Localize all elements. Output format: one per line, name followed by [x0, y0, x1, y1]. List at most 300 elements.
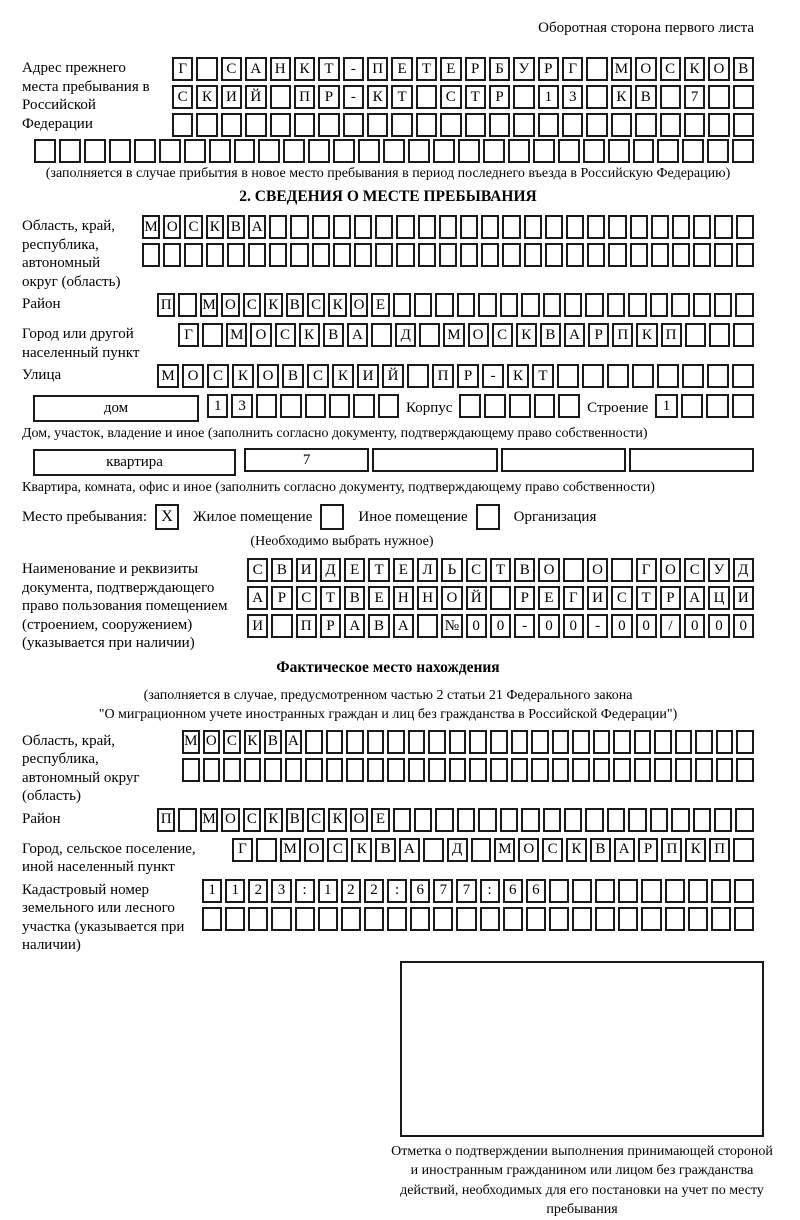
char-cell[interactable]: К — [507, 364, 529, 388]
char-cell[interactable] — [203, 758, 221, 782]
char-cell[interactable] — [353, 394, 374, 418]
char-cell[interactable] — [693, 808, 711, 832]
char-cell[interactable]: О — [441, 586, 462, 610]
char-cell[interactable]: 0 — [466, 614, 487, 638]
char-cell[interactable]: В — [368, 614, 389, 638]
char-cell[interactable]: А — [248, 215, 266, 239]
char-cell[interactable] — [364, 907, 384, 931]
char-cell[interactable]: С — [611, 586, 632, 610]
char-cell[interactable] — [501, 448, 626, 472]
char-cell[interactable] — [650, 808, 668, 832]
char-cell[interactable]: - — [343, 57, 364, 81]
char-cell[interactable] — [283, 139, 305, 163]
char-cell[interactable]: Й — [245, 85, 266, 109]
char-cell[interactable] — [439, 243, 457, 267]
char-cell[interactable] — [549, 907, 569, 931]
char-cell[interactable]: 0 — [611, 614, 632, 638]
char-cell[interactable] — [543, 293, 561, 317]
char-cell[interactable] — [734, 907, 754, 931]
char-cell[interactable] — [502, 215, 520, 239]
char-cell[interactable] — [524, 215, 542, 239]
char-cell[interactable] — [693, 215, 711, 239]
char-cell[interactable] — [258, 139, 280, 163]
char-cell[interactable] — [684, 113, 705, 137]
char-cell[interactable] — [270, 85, 291, 109]
char-cell[interactable] — [354, 215, 372, 239]
char-cell[interactable] — [583, 139, 605, 163]
char-cell[interactable]: В — [282, 364, 304, 388]
char-cell[interactable] — [490, 730, 508, 754]
char-cell[interactable] — [346, 758, 364, 782]
char-cell[interactable] — [566, 243, 584, 267]
char-cell[interactable] — [693, 293, 711, 317]
char-cell[interactable] — [534, 394, 556, 418]
char-cell[interactable] — [484, 394, 506, 418]
char-cell[interactable] — [641, 907, 661, 931]
char-cell[interactable] — [393, 808, 411, 832]
char-cell[interactable] — [109, 139, 131, 163]
char-cell[interactable]: А — [399, 838, 420, 862]
char-cell[interactable]: С — [542, 838, 563, 862]
char-cell[interactable] — [641, 879, 661, 903]
char-cell[interactable]: В — [514, 558, 535, 582]
char-cell[interactable] — [209, 139, 231, 163]
char-cell[interactable] — [378, 394, 399, 418]
char-cell[interactable]: Р — [465, 57, 486, 81]
char-cell[interactable]: Б — [489, 57, 510, 81]
char-cell[interactable] — [346, 730, 364, 754]
char-cell[interactable] — [531, 758, 549, 782]
char-cell[interactable]: 6 — [526, 879, 546, 903]
char-cell[interactable] — [264, 758, 282, 782]
char-cell[interactable]: С — [223, 730, 241, 754]
char-cell[interactable]: С — [243, 293, 261, 317]
char-cell[interactable] — [435, 293, 453, 317]
char-cell[interactable] — [184, 243, 202, 267]
char-cell[interactable] — [634, 730, 652, 754]
char-cell[interactable]: П — [296, 614, 317, 638]
char-cell[interactable] — [538, 113, 559, 137]
char-cell[interactable]: : — [295, 879, 315, 903]
char-cell[interactable]: С — [307, 364, 329, 388]
char-cell[interactable]: С — [492, 323, 513, 347]
char-cell[interactable] — [134, 139, 156, 163]
char-cell[interactable] — [393, 293, 411, 317]
char-cell[interactable]: О — [708, 57, 729, 81]
char-cell[interactable] — [457, 808, 475, 832]
char-cell[interactable]: О — [468, 323, 489, 347]
char-cell[interactable] — [449, 730, 467, 754]
char-cell[interactable]: С — [172, 85, 193, 109]
char-cell[interactable]: О — [350, 808, 368, 832]
char-cell[interactable]: О — [635, 57, 656, 81]
char-cell[interactable] — [572, 730, 590, 754]
char-cell[interactable] — [695, 758, 713, 782]
char-cell[interactable] — [654, 758, 672, 782]
char-cell[interactable]: Т — [465, 85, 486, 109]
char-cell[interactable]: О — [182, 364, 204, 388]
char-cell[interactable] — [595, 879, 615, 903]
char-cell[interactable] — [367, 113, 388, 137]
char-cell[interactable]: О — [538, 558, 559, 582]
char-cell[interactable]: Т — [490, 558, 511, 582]
char-cell[interactable] — [509, 394, 531, 418]
char-cell[interactable]: - — [482, 364, 504, 388]
char-cell[interactable] — [521, 808, 539, 832]
char-cell[interactable] — [269, 215, 287, 239]
char-cell[interactable] — [557, 364, 579, 388]
char-cell[interactable] — [708, 85, 729, 109]
char-cell[interactable] — [582, 364, 604, 388]
char-cell[interactable] — [587, 243, 605, 267]
char-cell[interactable]: В — [286, 293, 304, 317]
char-cell[interactable] — [693, 243, 711, 267]
char-cell[interactable]: Е — [371, 293, 389, 317]
char-cell[interactable]: К — [685, 838, 706, 862]
char-cell[interactable] — [543, 808, 561, 832]
char-cell[interactable]: И — [587, 586, 608, 610]
char-cell[interactable] — [333, 243, 351, 267]
char-cell[interactable] — [471, 838, 492, 862]
char-cell[interactable]: М — [157, 364, 179, 388]
char-cell[interactable] — [508, 139, 530, 163]
char-cell[interactable] — [270, 113, 291, 137]
char-cell[interactable]: П — [432, 364, 454, 388]
char-cell[interactable] — [460, 243, 478, 267]
char-cell[interactable] — [396, 243, 414, 267]
char-cell[interactable]: Н — [417, 586, 438, 610]
char-cell[interactable]: В — [375, 838, 396, 862]
char-cell[interactable]: К — [232, 364, 254, 388]
char-cell[interactable]: Т — [636, 586, 657, 610]
char-cell[interactable] — [593, 730, 611, 754]
char-cell[interactable]: 1 — [538, 85, 559, 109]
char-cell[interactable] — [654, 730, 672, 754]
char-cell[interactable] — [608, 243, 626, 267]
char-cell[interactable] — [341, 907, 361, 931]
char-cell[interactable]: Л — [417, 558, 438, 582]
char-cell[interactable] — [552, 730, 570, 754]
char-cell[interactable] — [333, 139, 355, 163]
char-cell[interactable] — [423, 838, 444, 862]
char-cell[interactable]: С — [307, 808, 325, 832]
char-cell[interactable]: С — [221, 57, 242, 81]
char-cell[interactable] — [608, 139, 630, 163]
char-cell[interactable]: 3 — [231, 394, 252, 418]
char-cell[interactable] — [552, 758, 570, 782]
char-cell[interactable] — [469, 730, 487, 754]
char-cell[interactable]: И — [296, 558, 317, 582]
char-cell[interactable]: К — [299, 323, 320, 347]
char-cell[interactable] — [221, 113, 242, 137]
char-cell[interactable] — [651, 215, 669, 239]
char-cell[interactable]: В — [264, 730, 282, 754]
char-cell[interactable] — [163, 243, 181, 267]
char-cell[interactable]: Р — [457, 364, 479, 388]
char-cell[interactable] — [635, 113, 656, 137]
char-cell[interactable] — [524, 243, 542, 267]
char-cell[interactable] — [490, 586, 511, 610]
char-cell[interactable]: Е — [538, 586, 559, 610]
char-cell[interactable]: Е — [391, 57, 412, 81]
char-cell[interactable] — [714, 243, 732, 267]
char-cell[interactable] — [234, 139, 256, 163]
char-cell[interactable] — [630, 243, 648, 267]
char-cell[interactable] — [671, 808, 689, 832]
char-cell[interactable] — [714, 293, 732, 317]
char-cell[interactable] — [459, 394, 481, 418]
stay-type-checkbox-other-premises[interactable] — [320, 504, 344, 530]
char-cell[interactable] — [414, 808, 432, 832]
char-cell[interactable]: О — [221, 293, 239, 317]
char-cell[interactable] — [736, 215, 754, 239]
char-cell[interactable]: Д — [733, 558, 754, 582]
char-cell[interactable] — [354, 243, 372, 267]
char-cell[interactable]: Е — [393, 558, 414, 582]
char-cell[interactable]: М — [280, 838, 301, 862]
char-cell[interactable] — [387, 907, 407, 931]
char-cell[interactable] — [469, 758, 487, 782]
char-cell[interactable]: П — [294, 85, 315, 109]
char-cell[interactable] — [428, 758, 446, 782]
char-cell[interactable] — [732, 394, 754, 418]
char-cell[interactable] — [433, 139, 455, 163]
char-cell[interactable]: 0 — [538, 614, 559, 638]
char-cell[interactable]: П — [612, 323, 633, 347]
char-cell[interactable]: Р — [318, 85, 339, 109]
char-cell[interactable] — [657, 139, 679, 163]
char-cell[interactable]: 3 — [271, 879, 291, 903]
char-cell[interactable] — [558, 394, 580, 418]
char-cell[interactable] — [593, 758, 611, 782]
char-cell[interactable] — [607, 808, 625, 832]
char-cell[interactable] — [714, 215, 732, 239]
char-cell[interactable] — [312, 243, 330, 267]
char-cell[interactable]: О — [250, 323, 271, 347]
char-cell[interactable]: К — [264, 293, 282, 317]
char-cell[interactable]: А — [285, 730, 303, 754]
char-cell[interactable] — [564, 293, 582, 317]
char-cell[interactable]: 7 — [433, 879, 453, 903]
char-cell[interactable]: А — [247, 586, 268, 610]
char-cell[interactable]: 0 — [684, 614, 705, 638]
char-cell[interactable] — [248, 907, 268, 931]
char-cell[interactable]: 7 — [684, 85, 705, 109]
char-cell[interactable] — [269, 243, 287, 267]
char-cell[interactable]: В — [540, 323, 561, 347]
char-cell[interactable]: Р — [638, 838, 659, 862]
char-cell[interactable]: Т — [416, 57, 437, 81]
char-cell[interactable]: А — [245, 57, 266, 81]
char-cell[interactable]: 1 — [207, 394, 228, 418]
char-cell[interactable] — [419, 323, 440, 347]
char-cell[interactable] — [478, 293, 496, 317]
char-cell[interactable] — [480, 907, 500, 931]
char-cell[interactable] — [460, 215, 478, 239]
char-cell[interactable]: К — [367, 85, 388, 109]
char-cell[interactable]: - — [587, 614, 608, 638]
char-cell[interactable]: В — [733, 57, 754, 81]
char-cell[interactable] — [358, 139, 380, 163]
char-cell[interactable]: К — [636, 323, 657, 347]
char-cell[interactable] — [735, 293, 753, 317]
char-cell[interactable] — [372, 448, 497, 472]
char-cell[interactable] — [333, 215, 351, 239]
char-cell[interactable]: 3 — [562, 85, 583, 109]
char-cell[interactable]: О — [203, 730, 221, 754]
char-cell[interactable]: 0 — [636, 614, 657, 638]
char-cell[interactable] — [533, 139, 555, 163]
char-cell[interactable]: К — [684, 57, 705, 81]
char-cell[interactable] — [566, 215, 584, 239]
char-cell[interactable]: Е — [344, 558, 365, 582]
char-cell[interactable]: 6 — [410, 879, 430, 903]
char-cell[interactable] — [545, 243, 563, 267]
char-cell[interactable]: П — [661, 323, 682, 347]
char-cell[interactable] — [611, 558, 632, 582]
char-cell[interactable] — [318, 907, 338, 931]
char-cell[interactable]: Н — [393, 586, 414, 610]
apartment-type-box[interactable]: квартира — [33, 449, 236, 476]
char-cell[interactable] — [290, 215, 308, 239]
char-cell[interactable] — [196, 113, 217, 137]
char-cell[interactable] — [688, 907, 708, 931]
char-cell[interactable]: А — [347, 323, 368, 347]
char-cell[interactable] — [585, 808, 603, 832]
char-cell[interactable] — [632, 364, 654, 388]
char-cell[interactable] — [711, 879, 731, 903]
char-cell[interactable] — [490, 758, 508, 782]
char-cell[interactable] — [271, 907, 291, 931]
char-cell[interactable] — [202, 323, 223, 347]
char-cell[interactable]: Ь — [441, 558, 462, 582]
char-cell[interactable] — [707, 364, 729, 388]
char-cell[interactable] — [585, 293, 603, 317]
char-cell[interactable]: Т — [532, 364, 554, 388]
char-cell[interactable] — [628, 293, 646, 317]
char-cell[interactable]: О — [660, 558, 681, 582]
char-cell[interactable] — [545, 215, 563, 239]
char-cell[interactable]: О — [304, 838, 325, 862]
char-cell[interactable] — [665, 907, 685, 931]
char-cell[interactable] — [682, 139, 704, 163]
char-cell[interactable] — [417, 614, 438, 638]
char-cell[interactable]: С — [184, 215, 202, 239]
char-cell[interactable]: 1 — [202, 879, 222, 903]
char-cell[interactable]: Г — [562, 57, 583, 81]
char-cell[interactable]: 0 — [490, 614, 511, 638]
char-cell[interactable] — [563, 558, 584, 582]
char-cell[interactable] — [671, 293, 689, 317]
char-cell[interactable] — [280, 394, 301, 418]
char-cell[interactable]: П — [157, 293, 175, 317]
char-cell[interactable]: № — [441, 614, 462, 638]
char-cell[interactable] — [456, 907, 476, 931]
char-cell[interactable] — [294, 113, 315, 137]
char-cell[interactable] — [202, 907, 222, 931]
char-cell[interactable]: Й — [382, 364, 404, 388]
char-cell[interactable] — [595, 907, 615, 931]
char-cell[interactable] — [675, 730, 693, 754]
char-cell[interactable]: Р — [660, 586, 681, 610]
char-cell[interactable] — [618, 879, 638, 903]
char-cell[interactable] — [708, 113, 729, 137]
char-cell[interactable] — [159, 139, 181, 163]
char-cell[interactable] — [371, 323, 392, 347]
char-cell[interactable] — [608, 215, 626, 239]
char-cell[interactable] — [206, 243, 224, 267]
char-cell[interactable] — [457, 293, 475, 317]
char-cell[interactable]: Е — [368, 586, 389, 610]
char-cell[interactable]: С — [466, 558, 487, 582]
char-cell[interactable]: Г — [563, 586, 584, 610]
char-cell[interactable]: М — [182, 730, 200, 754]
char-cell[interactable] — [685, 323, 706, 347]
char-cell[interactable] — [682, 364, 704, 388]
char-cell[interactable] — [408, 730, 426, 754]
char-cell[interactable] — [558, 139, 580, 163]
char-cell[interactable]: К — [328, 293, 346, 317]
char-cell[interactable] — [256, 838, 277, 862]
char-cell[interactable] — [375, 215, 393, 239]
char-cell[interactable] — [660, 113, 681, 137]
char-cell[interactable] — [572, 907, 592, 931]
char-cell[interactable] — [733, 85, 754, 109]
char-cell[interactable] — [391, 113, 412, 137]
char-cell[interactable]: Р — [588, 323, 609, 347]
char-cell[interactable] — [318, 113, 339, 137]
char-cell[interactable] — [326, 730, 344, 754]
char-cell[interactable]: О — [518, 838, 539, 862]
char-cell[interactable] — [172, 113, 193, 137]
char-cell[interactable]: Т — [368, 558, 389, 582]
char-cell[interactable]: О — [587, 558, 608, 582]
char-cell[interactable] — [295, 907, 315, 931]
char-cell[interactable]: 2 — [341, 879, 361, 903]
char-cell[interactable] — [248, 243, 266, 267]
char-cell[interactable] — [634, 758, 652, 782]
char-cell[interactable]: 1 — [318, 879, 338, 903]
char-cell[interactable]: М — [226, 323, 247, 347]
char-cell[interactable]: С — [327, 838, 348, 862]
char-cell[interactable] — [416, 113, 437, 137]
char-cell[interactable] — [178, 808, 196, 832]
char-cell[interactable]: Р — [489, 85, 510, 109]
char-cell[interactable] — [326, 758, 344, 782]
char-cell[interactable] — [312, 215, 330, 239]
char-cell[interactable] — [716, 730, 734, 754]
char-cell[interactable]: А — [614, 838, 635, 862]
char-cell[interactable] — [613, 758, 631, 782]
char-cell[interactable]: В — [590, 838, 611, 862]
char-cell[interactable] — [672, 243, 690, 267]
char-cell[interactable]: 7 — [244, 448, 369, 472]
char-cell[interactable] — [733, 113, 754, 137]
char-cell[interactable]: С — [307, 293, 325, 317]
char-cell[interactable] — [256, 394, 277, 418]
char-cell[interactable] — [572, 758, 590, 782]
char-cell[interactable]: В — [227, 215, 245, 239]
char-cell[interactable]: Т — [391, 85, 412, 109]
char-cell[interactable] — [367, 758, 385, 782]
char-cell[interactable]: Р — [320, 614, 341, 638]
char-cell[interactable]: К — [294, 57, 315, 81]
char-cell[interactable]: М — [200, 293, 218, 317]
char-cell[interactable]: В — [286, 808, 304, 832]
char-cell[interactable]: О — [257, 364, 279, 388]
char-cell[interactable]: - — [343, 85, 364, 109]
char-cell[interactable] — [481, 215, 499, 239]
